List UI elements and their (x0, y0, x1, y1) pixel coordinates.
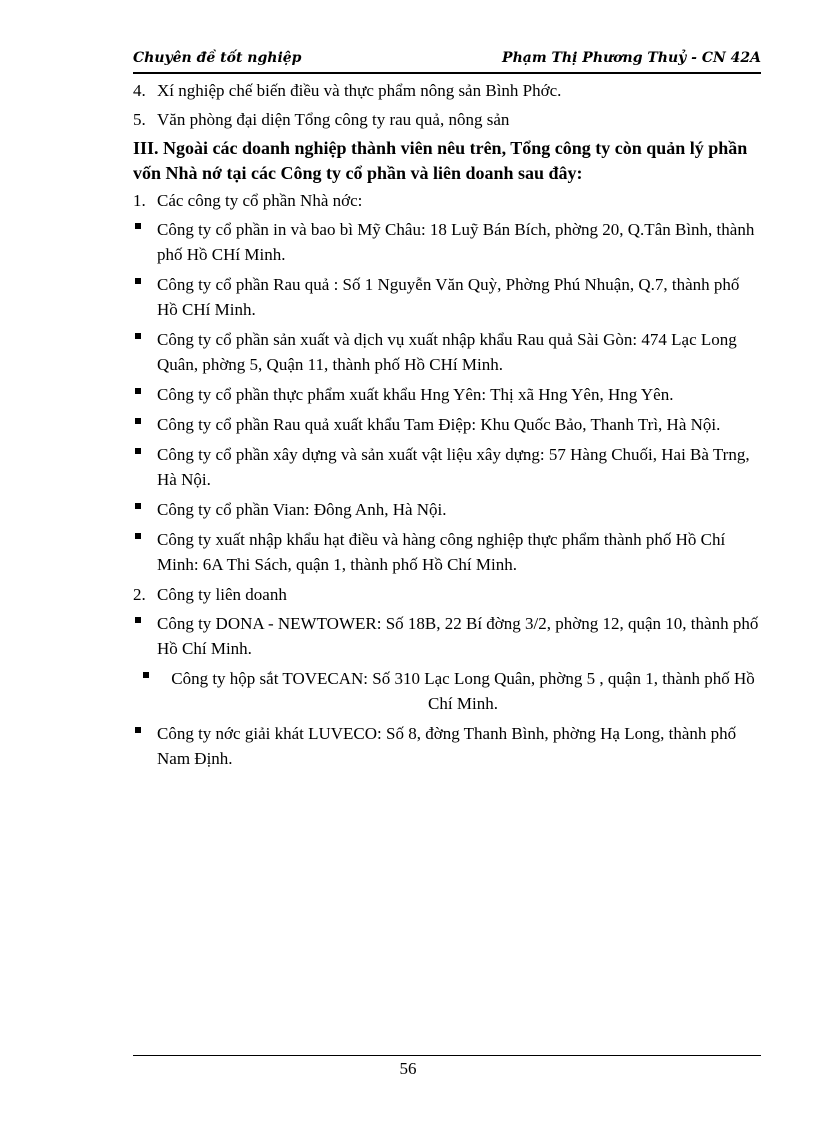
list-item (133, 217, 761, 267)
list-item-text: Công ty cổ phần in và bao bì Mỹ Châu: 18 Luỹ Bán Bích, phờng 20, Q.Tân Bình, thành phố Hồ CHí Minh. (157, 220, 755, 264)
page-number: 56 (399, 1059, 417, 1078)
list-item-text: Công ty cổ phần thực phẩm xuất khẩu Hng Yên: Thị xã Hng Yên, Hng Yên. (157, 385, 674, 404)
list-item (133, 272, 761, 322)
square-bullet-icon (135, 617, 141, 623)
item-text: Xí nghiệp chế biến điều và thực phẩm nông sản Bình Phớc. (157, 81, 562, 100)
square-bullet-icon (135, 448, 141, 454)
item-number: 4. (133, 81, 146, 100)
page-content (133, 78, 761, 776)
list-item (133, 497, 761, 522)
list-item-text: Công ty cổ phần Rau quả : Số 1 Nguyễn Văn Quỳ, Phờng Phú Nhuận, Q.7, thành phố Hồ CHí Minh. (157, 275, 740, 319)
list-item-text: Công ty DONA - NEWTOWER: Số 18B, 22 Bí đờng 3/2, phờng 12, quận 10, thành phố Hồ Chí Minh. (157, 614, 759, 658)
square-bullet-icon (135, 503, 141, 509)
list-item (133, 442, 761, 492)
square-bullet-icon (135, 223, 141, 229)
list-item (133, 666, 761, 716)
running-header (133, 50, 761, 74)
numbered-item (133, 107, 761, 132)
item-text: Công ty liên doanh (157, 585, 287, 604)
list-item-text: Công ty cổ phần Rau quả xuất khẩu Tam Điệp: Khu Quốc Bảo, Thanh Trì, Hà Nội. (157, 415, 721, 434)
numbered-item (133, 188, 761, 213)
list-item-text: Công ty cổ phần xây dựng và sản xuất vật liệu xây dựng: 57 Hàng Chuối, Hai Bà Trng, Hà Nội. (157, 445, 750, 489)
list-item (133, 382, 761, 407)
list-item (133, 721, 761, 771)
header-left-title: Chuyên đề tốt nghiệp (133, 50, 302, 66)
header-right-author: Phạm Thị Phương Thuỷ - CN 42A (502, 50, 761, 66)
item-number: 5. (133, 110, 146, 129)
item-number: 1. (133, 191, 146, 210)
item-text: Văn phòng đại diện Tổng công ty rau quả, nông sản (157, 110, 510, 129)
list-item (133, 611, 761, 661)
list-item-text: Công ty hộp sắt TOVECAN: Số 310 Lạc Long Quân, phờng 5 , quận 1, thành phố Hồ Chí Minh. (171, 669, 755, 713)
item-number: 2. (133, 585, 146, 604)
square-bullet-icon (135, 333, 141, 339)
numbered-item (133, 78, 761, 103)
list-item (133, 327, 761, 377)
footer-divider (133, 1055, 761, 1056)
square-bullet-icon (135, 418, 141, 424)
square-bullet-icon (135, 278, 141, 284)
list-item-text: Công ty cổ phần sản xuất và dịch vụ xuất nhập khẩu Rau quả Sài Gòn: 474 Lạc Long Quân, phờng 5, Quận 11, thành phố Hồ CHí Minh. (157, 330, 737, 374)
list-item (133, 527, 761, 577)
list-item (133, 412, 761, 437)
numbered-item (133, 582, 761, 607)
square-bullet-icon (135, 727, 141, 733)
section-heading: III. Ngoài các doanh nghiệp thành viên nêu trên, Tổng công ty còn quản lý phần vốn Nhà nớ tại các Công ty cổ phần và liên doanh sau đây: (133, 138, 748, 183)
square-bullet-icon (135, 533, 141, 539)
list-item-text: Công ty xuất nhập khẩu hạt điều và hàng công nghiệp thực phẩm thành phố Hồ Chí Minh: 6A Thi Sách, quận 1, thành phố Hồ Chí Minh. (157, 530, 726, 574)
square-bullet-icon (143, 672, 149, 678)
item-text: Các công ty cổ phần Nhà nớc: (157, 191, 363, 210)
list-item-text: Công ty cổ phần Vian: Đông Anh, Hà Nội. (157, 500, 447, 519)
list-item-text: Công ty nớc giải khát LUVECO: Số 8, đờng Thanh Bình, phờng Hạ Long, thành phố Nam Định. (157, 724, 737, 768)
square-bullet-icon (135, 388, 141, 394)
